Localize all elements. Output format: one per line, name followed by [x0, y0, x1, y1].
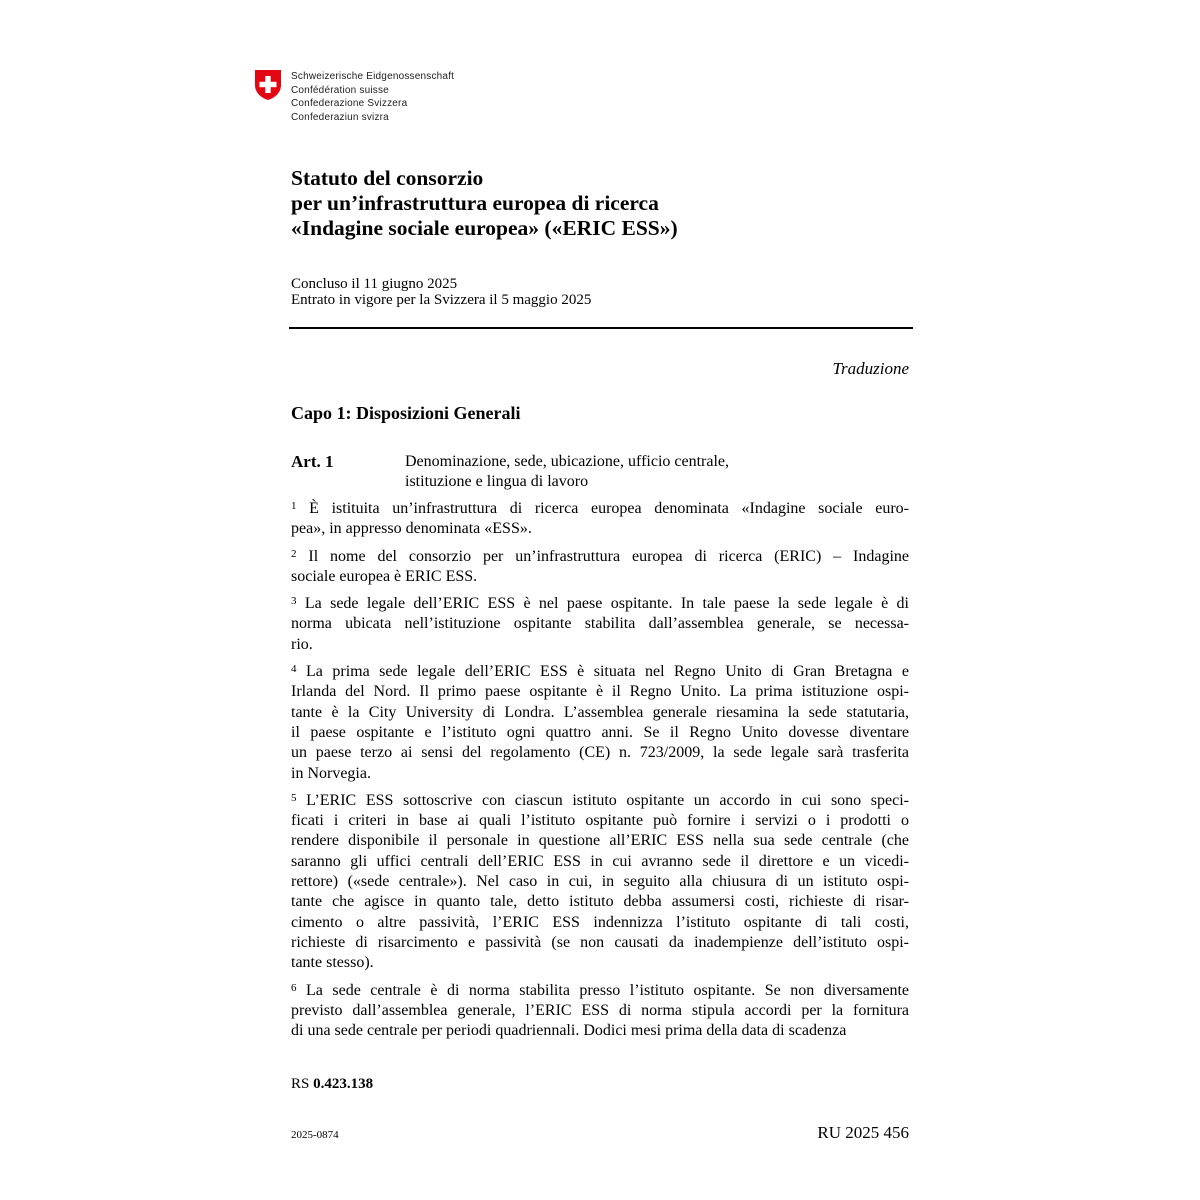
paragraph-text: rendere disponibile il personale in questione all’ERIC ESS nella sua sede centrale (che [291, 832, 909, 850]
paragraph-text: pea», in appresso denominata «ESS». [291, 520, 532, 538]
paragraph-line [291, 499, 909, 519]
article-title-line: Denominazione, sede, ubicazione, ufficio centrale, [405, 453, 730, 470]
paragraph-text: La sede legale dell’ERIC ESS è nel paese ospitante. In tale paese la sede legale è di [304, 595, 910, 613]
paragraph-line [291, 892, 909, 912]
paragraph-line [291, 703, 909, 723]
header-divider [289, 327, 913, 329]
paragraph-line [291, 764, 909, 784]
paragraph-text: un paese terzo ai sensi del regolamento (CE) n. 723/2009, la sede legale sarà trasferita [291, 744, 909, 762]
paragraph-line [291, 811, 909, 831]
article-title [405, 452, 910, 492]
paragraph-line [291, 791, 909, 811]
article-body [291, 499, 909, 1048]
paragraph-number: 4 [291, 663, 297, 676]
title-line: Statuto del consorzio [291, 166, 484, 190]
title-line: «Indagine sociale europea» («ERIC ESS») [291, 216, 678, 240]
paragraph-text: previsto dall’assemblea generale, l’ERIC ESS di norma stipula accordi per la fornitura [291, 1001, 909, 1019]
paragraph-text: Irlanda del Nord. Il primo paese ospitante è il Regno Unito. La prima istituzione ospi- [291, 683, 909, 701]
document-dates [291, 276, 591, 308]
paragraph-line [291, 953, 909, 973]
paragraph-line [291, 913, 909, 933]
paragraph-line [291, 682, 909, 702]
paragraph-line [291, 933, 909, 953]
title-line: per un’infrastruttura europea di ricerca [291, 191, 659, 215]
paragraph-line [291, 567, 909, 587]
paragraph-text: saranno gli uffici centrali dell’ERIC ESS in cui avranno sede il direttore e un vicedi- [291, 852, 909, 870]
confederation-name-de: Schweizerische Eidgenossenschaft [291, 71, 455, 82]
rs-reference [291, 1075, 373, 1093]
article-number: Art. 1 [291, 452, 334, 471]
paragraph-line [291, 743, 909, 763]
paragraph-text: cimento o altre passività, l’ERIC ESS indennizza l’istituto ospitante di tali costi, [291, 913, 909, 931]
confederation-name-fr: Confédération suisse [291, 84, 389, 96]
confederation-name-rm: Confederaziun svizra [291, 111, 389, 123]
rs-prefix: RS [291, 1076, 310, 1092]
paragraph [291, 981, 909, 1042]
paragraph-text: il paese ospitante e l’istituto ogni quattro anni. Se il Regno Unito dovesse diventare [291, 723, 909, 741]
paragraph-text: rettore) («sede centrale»). Nel caso in cui, in seguito alla chiusura di un istituto ospi- [291, 873, 909, 891]
paragraph-line [291, 872, 909, 892]
ru-reference: RU 2025 456 [817, 1123, 909, 1142]
paragraph-number: 2 [291, 547, 297, 560]
paragraph-line [291, 594, 909, 614]
rs-number: 0.423.138 [313, 1076, 374, 1092]
paragraph [291, 662, 909, 784]
paragraph-text: richieste di risarcimento e passività (se non causati da inadempienze dell’istituto ospi- [291, 933, 909, 951]
paragraph-text: tante che agisce in quanto tale, detto istituto debba assumersi costi, richieste di risar- [291, 893, 909, 911]
paragraph-text: rio. [291, 635, 313, 653]
paragraph-number: 3 [291, 595, 297, 608]
paragraph-line [291, 662, 909, 682]
paragraph-text: tante è la City University di Londra. L’assemblea generale riesamina la sede statutaria, [291, 703, 909, 721]
paragraph [291, 499, 909, 540]
paragraph-line [291, 981, 909, 1001]
paragraph-text: Il nome del consorzio per un’infrastruttura europea di ricerca (ERIC) – Indagine [308, 547, 910, 565]
paragraph-line [291, 831, 909, 851]
confederation-names [291, 70, 454, 124]
concluded-date: Concluso il 11 giugno 2025 [291, 276, 458, 292]
paragraph-text: in Norvegia. [291, 764, 371, 782]
in-force-date: Entrato in vigore per la Svizzera il 5 maggio 2025 [291, 292, 592, 308]
confederation-name-it: Confederazione Svizzera [291, 98, 408, 109]
paragraph-text: di una sede centrale per periodi quadriennali. Dodici mesi prima della data di scadenza [291, 1022, 847, 1040]
paragraph-text: tante stesso). [291, 954, 374, 972]
paragraph-line [291, 1021, 909, 1041]
paragraph-text: norma ubicata nell’istituzione ospitante stabilita dall’assemblea generale, se necessa- [291, 615, 909, 633]
paragraph-text: sociale europea è ERIC ESS. [291, 567, 478, 585]
paragraph-text: ficati i criteri in base ai quali l’istituto ospitante può fornire i servizi o i prodotti o [291, 812, 909, 830]
paragraph-line [291, 1001, 909, 1021]
paragraph-number: 1 [291, 500, 297, 512]
document-title [291, 166, 911, 241]
document-code: 2025-0874 [291, 1129, 339, 1141]
paragraph-text: È istituita un’infrastruttura di ricerca europea denominata «Indagine sociale euro- [309, 500, 909, 517]
chapter-heading: Capo 1: Disposizioni Generali [291, 403, 521, 423]
paragraph [291, 594, 909, 655]
paragraph-line [291, 547, 909, 567]
translation-note: Traduzione [832, 359, 909, 378]
paragraph-line [291, 519, 909, 539]
paragraph [291, 791, 909, 974]
paragraph-text: L’ERIC ESS sottoscrive con ciascun istituto ospitante un accordo in cui sono speci- [306, 791, 910, 809]
article-title-line: istituzione e lingua di lavoro [405, 473, 589, 490]
paragraph-number: 5 [291, 791, 297, 804]
paragraph-line [291, 723, 909, 743]
paragraph-line [291, 852, 909, 872]
paragraph-line [291, 635, 909, 655]
paragraph-text: La sede centrale è di norma stabilita presso l’istituto ospitante. Se non diversamente [306, 981, 910, 999]
swiss-coat-of-arms-icon [253, 69, 283, 101]
paragraph-number: 6 [291, 981, 297, 994]
paragraph-line [291, 614, 909, 634]
paragraph-text: La prima sede legale dell’ERIC ESS è situata nel Regno Unito di Gran Bretagna e [306, 663, 909, 681]
paragraph [291, 547, 909, 588]
